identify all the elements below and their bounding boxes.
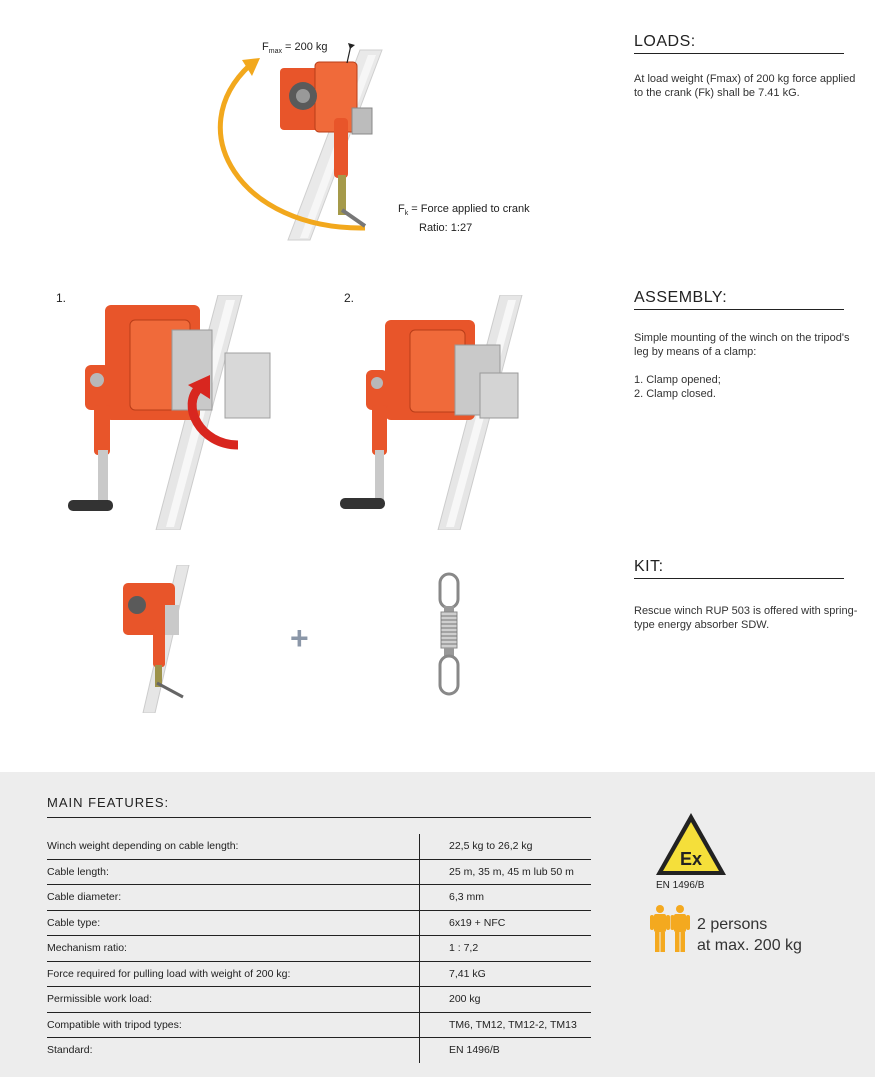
- kit-title: KIT:: [634, 558, 844, 579]
- features-table-row: [47, 1012, 591, 1038]
- feature-key: Cable diameter:: [47, 885, 420, 911]
- clamp-closed-drawing: [330, 295, 560, 530]
- kit-absorber-image: [430, 572, 470, 697]
- assembly-image-2: [330, 295, 560, 530]
- fk-annotation: [398, 202, 530, 235]
- fk-symbol: F: [398, 203, 405, 215]
- feature-value: 6x19 + NFC: [420, 910, 592, 936]
- feature-key: Cable type:: [47, 910, 420, 936]
- fk-value: = Force applied to crank: [408, 203, 530, 215]
- assembly-step-1-number: 1.: [56, 291, 67, 305]
- loads-text: [634, 72, 864, 114]
- feature-value: 22,5 kg to 26,2 kg: [420, 834, 592, 859]
- main-features-title: MAIN FEATURES:: [47, 795, 591, 818]
- features-table-row: [47, 885, 591, 911]
- assembly-step-1: 1. Clamp opened;: [634, 374, 721, 386]
- energy-absorber-drawing: [430, 572, 470, 697]
- fmax-value: = 200 kg: [281, 41, 328, 53]
- persons-max-load: at max. 200 kg: [697, 937, 802, 954]
- feature-value: 7,41 kG: [420, 961, 592, 987]
- assembly-step-2: 2. Clamp closed.: [634, 388, 716, 400]
- feature-key: Cable length:: [47, 859, 420, 885]
- loads-title: LOADS:: [634, 33, 844, 54]
- feature-key: Permissible work load:: [47, 987, 420, 1013]
- assembly-text: [634, 331, 864, 401]
- feature-value: TM6, TM12, TM12-2, TM13: [420, 1012, 592, 1038]
- feature-value: EN 1496/B: [449, 1044, 500, 1057]
- assembly-description: Simple mounting of the winch on the tripod's leg by means of a clamp:: [634, 332, 850, 358]
- feature-key: Winch weight depending on cable length:: [47, 834, 420, 859]
- kit-description: Rescue winch RUP 503 is offered with spring-type energy absorber SDW.: [634, 605, 858, 631]
- feature-key: Compatible with tripod types:: [47, 1012, 420, 1038]
- fmax-subscript: max: [268, 48, 282, 56]
- features-table-row: [47, 987, 591, 1013]
- fmax-symbol: F: [262, 41, 269, 53]
- features-table-row: [47, 936, 591, 962]
- ex-triangle-icon: [653, 810, 729, 878]
- features-table: [47, 834, 591, 1063]
- kit-text: [634, 604, 864, 646]
- assembly-title: ASSEMBLY:: [634, 289, 844, 310]
- features-table-row: [47, 961, 591, 987]
- fk-subscript: k: [404, 210, 409, 218]
- winch-drawing: [115, 565, 210, 713]
- feature-key: Mechanism ratio:: [47, 936, 420, 962]
- assembly-image-1: [60, 295, 300, 530]
- main-features-section: [0, 772, 875, 1077]
- fmax-annotation: [262, 40, 328, 59]
- feature-value: 1 : 7,2: [420, 936, 592, 962]
- persons-count: 2 persons: [697, 916, 768, 933]
- person-figures-icon: [650, 904, 692, 954]
- feature-key: Standard:: [47, 1038, 420, 1063]
- ex-symbol-text: Ex: [679, 849, 703, 869]
- ratio-label: Ratio: 1:27: [419, 222, 473, 235]
- plus-icon: +: [290, 620, 309, 656]
- feature-value: 200 kg: [420, 987, 592, 1013]
- features-table-row: [47, 834, 591, 859]
- ex-standard-label: EN 1496/B: [656, 880, 705, 891]
- persons-capacity-label: [697, 914, 802, 956]
- two-persons-icon: [650, 904, 692, 959]
- feature-key: Force required for pulling load with weight of 200 kg:: [47, 961, 420, 987]
- feature-value: 25 m, 35 m, 45 m lub 50 m: [420, 859, 592, 885]
- assembly-step-2-number: 2.: [344, 291, 355, 305]
- ex-warning-icon: [653, 810, 729, 883]
- features-table-row: [47, 910, 591, 936]
- features-table-row: [47, 1038, 591, 1063]
- clamp-opened-drawing: [60, 295, 300, 530]
- kit-winch-image: [115, 565, 210, 713]
- feature-value: 6,3 mm: [420, 885, 592, 911]
- features-table-row: [47, 859, 591, 885]
- loads-description: At load weight (Fmax) of 200 kg force applied to the crank (Fk) shall be 7.41 kG.: [634, 73, 856, 99]
